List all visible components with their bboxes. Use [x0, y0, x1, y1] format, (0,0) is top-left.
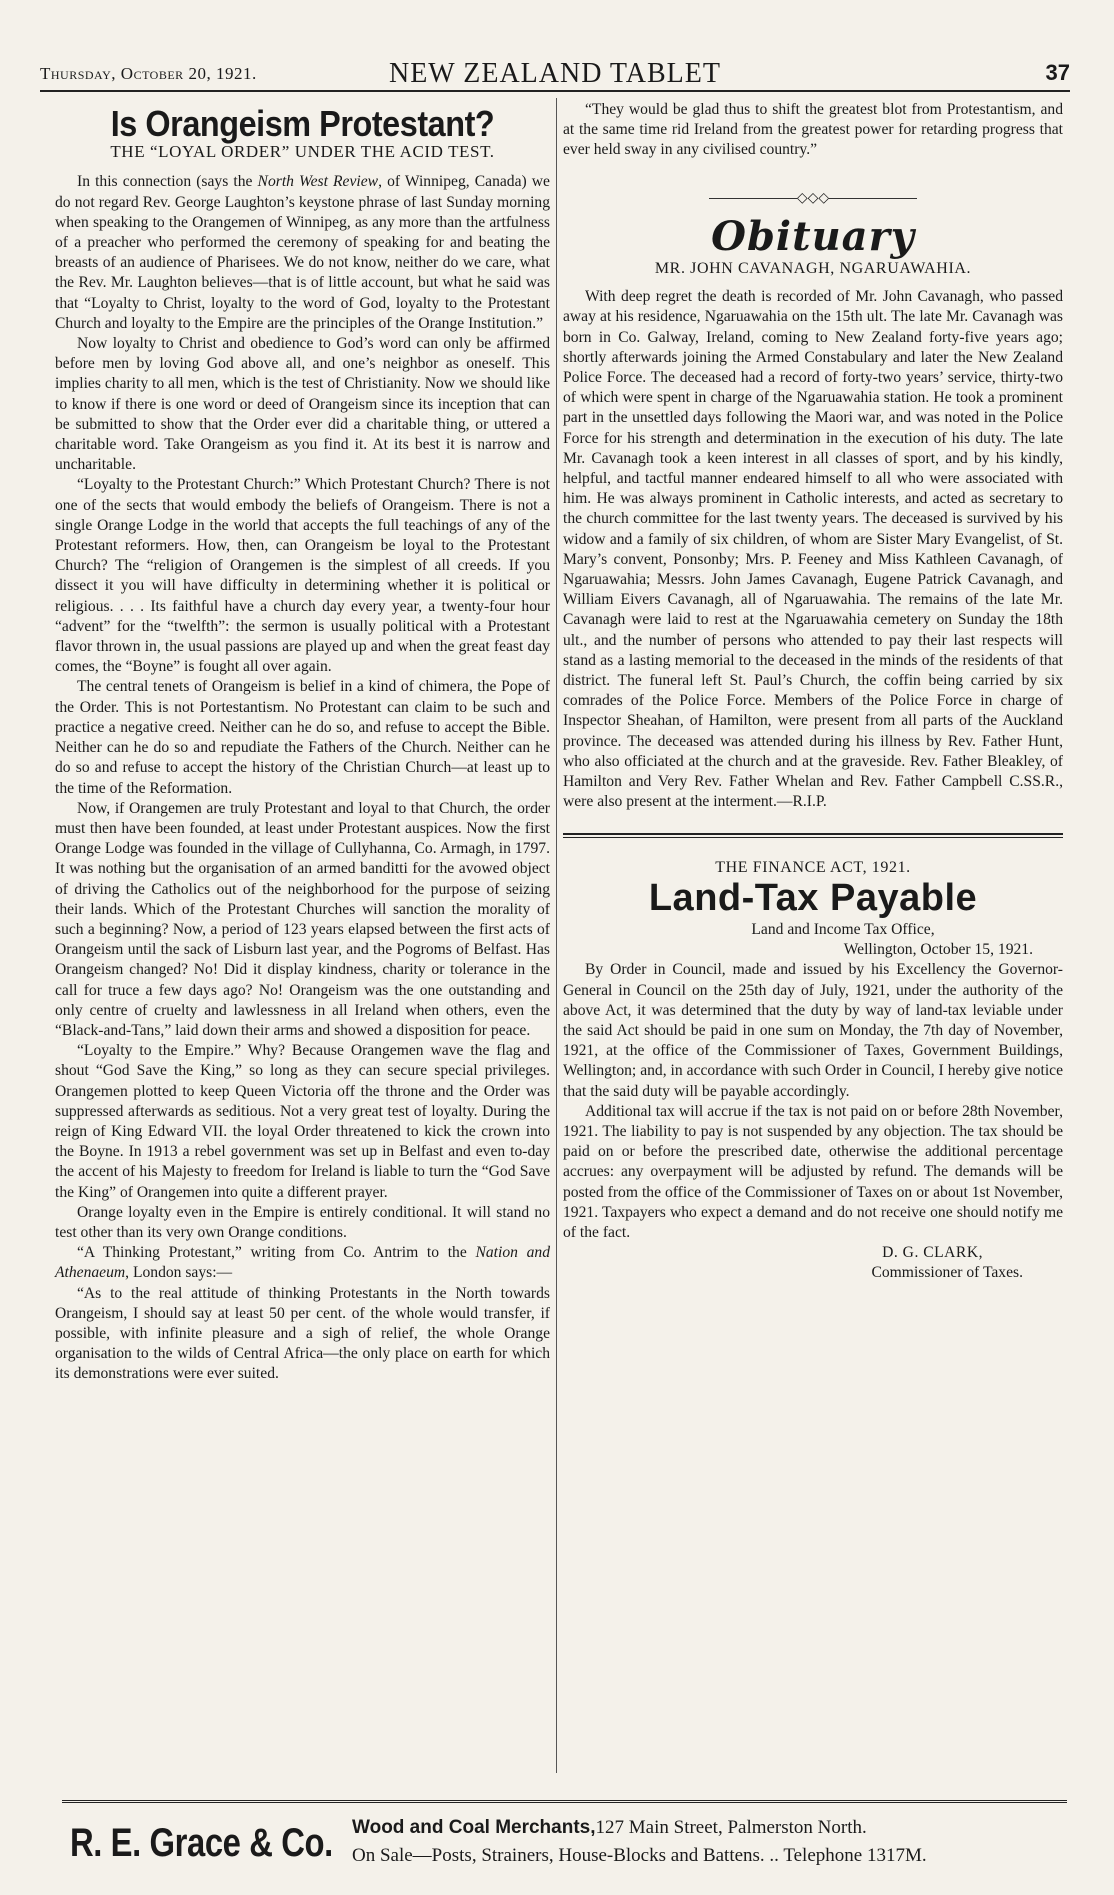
article-subheadline: THE “LOYAL ORDER” UNDER THE ACID TEST.	[110, 142, 495, 162]
advert-trade: Wood and Coal Merchants,	[352, 1817, 596, 1838]
article-paragraph: “Loyalty to the Protestant Church:” Which Protestant Church? There is not one of the sects that would embody the beliefs of Orangeism. There is not a single Orange Lodge in the world that accepts the full teachings of any of the Protestant reformers. How, then, can Orangeism be loyal to the Protestant Church? The “religion of Orangemen is the simplest of all creeds. If you dissect it you will have difficulty in determining whether it is political or religious. . . . Its faithful have a church day every year, a twenty-four hour “advent” for the “twelfth”: the sermon is usually political with a Protestant flavor thrown in, the usual passions are played up and when the great feast day comes, the “Boyne” is fought all over again.	[55, 476, 550, 676]
advertisement	[62, 1800, 1067, 1883]
article-paragraph: “As to the real attitude of thinking Protestants in the North towards Orangeism, I should say at least 50 per cent. of the whole would transfer, if possible, with infinite pleasure and a sigh of relief, the whole Orange organisation to the wilds of Central Africa—the only place on earth for which its demonstrations were ever suited.	[55, 1284, 550, 1383]
newspaper-title: NEW ZEALAND TABLET	[388, 58, 721, 89]
article-paragraph: Now loyalty to Christ and obedience to God’s word can only be affirmed before men by loving God above all, and one’s neighbor as oneself. This implies charity to all men, which is the test of Christianity. Now we should like to know if there is one word or deed of Orangeism since its inception that can be submitted to show that the Order ever did a charitable thing, or uttered a charitable word. Take Orangeism as you find it. At its best it is narrow and uncharitable.	[55, 335, 550, 474]
left-column	[55, 100, 550, 1385]
paragraph-text: In this connection (says the	[77, 173, 258, 191]
section-rule	[563, 833, 1063, 838]
article-paragraph: “Loyalty to the Empire.” Why? Because Orangemen wave the flag and shout “God Save the King,” so long as they can secure special privileges. Orangemen plotted to keep Queen Victoria off the throne and the Order was suppressed afterwards as seditious. Not a very great test of loyalty. During the reign of King Edward VII. the loyal Order threatened to kick the crown into the Boyne. In 1913 a rebel government was set up in Belfast and even to-day the accent of his Majesty to freedom for Ireland is liable to turn the “God Save the King” of Orangemen into quite a different prayer.	[55, 1042, 550, 1201]
right-column	[563, 100, 1063, 1284]
article-paragraph-continued: “They would be glad thus to shift the greatest blot from Protestantism, and at the same time rid Ireland from the greatest power for retarding progress that ever held sway in any civilised country.”	[563, 101, 1063, 159]
paragraph-text: , of Winnipeg, Canada) we do not regard Rev. George Laughton’s keystone phrase of last Sunday morning when speaking to the Orangemen of Winnipeg, as any more than the artfulness of a preacher who performed the ceremony of speaking for and beating the breasts of an audience of Pharisees. We do not know, neither do we care, what the Rev. Mr. Laughton believes—that is of little account, but what he said was that “Loyalty to Christ, loyalty to the word of God, loyalty to the Protestant Church and loyalty to the Empire are the principles of the Orange Institution.”	[55, 173, 550, 332]
diamond-ornament-icon: ◇◇◇	[796, 190, 830, 206]
page-number: 37	[1045, 60, 1070, 85]
notice-office: Land and Income Tax Office,	[751, 920, 935, 938]
advert-line-1	[352, 1817, 867, 1839]
notice-title: Land-Tax Payable	[648, 876, 978, 919]
advert-address: 127 Main Street, Palmerston North.	[595, 1817, 867, 1838]
obituary-body: With deep regret the death is recorded of Mr. John Cavanagh, who passed away at his residence, Ngaruawahia on the 15th ult. The late Mr. Cavanagh was born in Co. Galway, Ireland, coming to New Zealand forty-five years ago; shortly afterwards joining the Armed Constabulary and later the New Zealand Police Force. The deceased had a record of forty-two years’ service, thirty-two of which were spent in charge of the Ngaruawahia station. He took a prominent part in the unsettled days following the Maori war, and was noted in the Police Force for his strength and determination in the execution of his duty. The late Mr. Cavanagh took a keen interest in all classes of sport, and by his kindly, helpful, and tactful manner endeared himself to all who were associated with him. He was always prominent in Catholic interests, and acted as secretary to the church committee for the last twenty years. The deceased is survived by his widow and a family of six children, of whom are Sister Mary Evangelist, of St. Mary’s convent, Ponsonby; Mrs. P. Feeney and Miss Kathleen Cavanagh, of Ngaruawahia; Messrs. John James Cavanagh, Eugene Patrick Cavanagh, and William Eivers Cavanagh, all of Ngaruawahia. The remains of the late Mr. Cavanagh were laid to rest at the Ngaruawahia cemetery on Sunday the 18th ult., and the number of persons who attended to pay their last respects will stand as a lasting memorial to the deceased in the minds of the residents of that district. The funeral left St. Paul’s Church, the coffin being carried by six comrades of the Police Force. Members of the Police Force in charge of Inspector Sheahan, of Hamilton, were present from all parts of the Auckland province. The deceased was attended during his illness by Rev. Father Hunt, who also officiated at the church and at the graveside. Rev. Father Bleakley, of Hamilton and Very Rev. Father Whelan and Rev. Father Campbell C.SS.R., were also present at the interment.—R.I.P.	[563, 288, 1063, 811]
notice-signatory: D. G. CLARK,	[882, 1244, 983, 1262]
article-paragraph: The central tenets of Orangeism is belief in a kind of chimera, the Pope of the Order. This is not Portestantism. No Protestant can claim to be such and practice a negative creed. Neither can he do so, and refuse to accept the Bible. Neither can he do so and repudiate the Fathers of the Church. Neither can he do so and refuse to accept the history of the Christian Church—at least up to the time of the Reformation.	[55, 678, 550, 797]
article-paragraph	[55, 1243, 550, 1283]
source-publication: Nation and Athenaeum	[55, 1244, 550, 1282]
paragraph-text: “A Thinking Protestant,” writing from Co. Antrim to the	[77, 1244, 476, 1262]
divider-line	[709, 198, 797, 199]
source-publication: North West Review	[257, 173, 379, 191]
advert-company: R. E. Grace & Co.	[70, 1821, 333, 1865]
divider-line	[829, 198, 917, 199]
article-paragraph	[55, 172, 550, 334]
notice-paragraph: Additional tax will accrue if the tax is not paid on or before 28th November, 1921. The liability to pay is not suspended by any objection. The tax should be paid on or before the prescribed date, otherwise the additional percentage accrues: any overpayment will be adjusted by refund. The demands will be posted from the office of the Commissioner of Taxes on or about 1st November, 1921. Taxpayers who expect a demand and do not receive one should notify me of the fact.	[563, 1102, 1063, 1241]
article-paragraph: Orange loyalty even in the Empire is entirely conditional. It will stand no test other than its very own Orange conditions.	[55, 1203, 550, 1241]
column-divider	[556, 98, 557, 1773]
advert-line-2: On Sale—Posts, Strainers, House-Blocks and Battens. .. Telephone 1317M.	[352, 1845, 927, 1866]
article-paragraph: Now, if Orangemen are truly Protestant and loyal to that Church, the order must then have been founded, at least under Protestant auspices. Now the first Orange Lodge was founded in the village of Cullyhanna, Co. Armagh, in 1797. It was nothing but the organisation of an armed banditti for the avowed object of driving the Catholics out of the neighborhood for the purpose of seizing their lands. Which of the Protestant Churches will sanction the morality of such a beginning? Now, a period of 123 years elapsed between the first acts of Orangeism until the sack of Lisburn last year, and the Pogroms of Belfast. Has Orangeism changed? No! Did it display kindness, charity or tolerance in the call for truce a few days ago? No! Orangeism was the one outstanding and only centre of cruelty and lawlessness in all Ireland when others, even the “Black-and-Tans,” laid down their arms and showed a disposition for peace.	[55, 799, 550, 1039]
ornament-divider	[563, 189, 1063, 209]
obituary-title: Obituary	[711, 212, 915, 260]
issue-date: Thursday, October 20, 1921.	[40, 64, 257, 83]
masthead	[40, 58, 1070, 92]
obituary-subtitle: MR. JOHN CAVANAGH, NGARUAWAHIA.	[654, 260, 972, 278]
notice-paragraph: By Order in Council, made and issued by his Excellency the Governor-General in Council on the 25th day of July, 1921, under the authority of the above Act, it was determined that the duty by way of land-tax leviable under the said Act should be paid in one sum on Monday, the 7th day of November, 1921, at the office of the Commissioner of Taxes, Government Buildings, Wellington; and, in accordance with such Order in Council, I hereby give notice that the said duty will be payable accordingly.	[563, 961, 1063, 1100]
notice-place-date: Wellington, October 15, 1921.	[843, 941, 1033, 959]
paragraph-text: , London says:—	[125, 1264, 233, 1282]
notice-heading: THE FINANCE ACT, 1921.	[715, 858, 911, 876]
article-headline: Is Orangeism Protestant?	[110, 103, 495, 144]
notice-signatory-title: Commissioner of Taxes.	[871, 1264, 1023, 1282]
